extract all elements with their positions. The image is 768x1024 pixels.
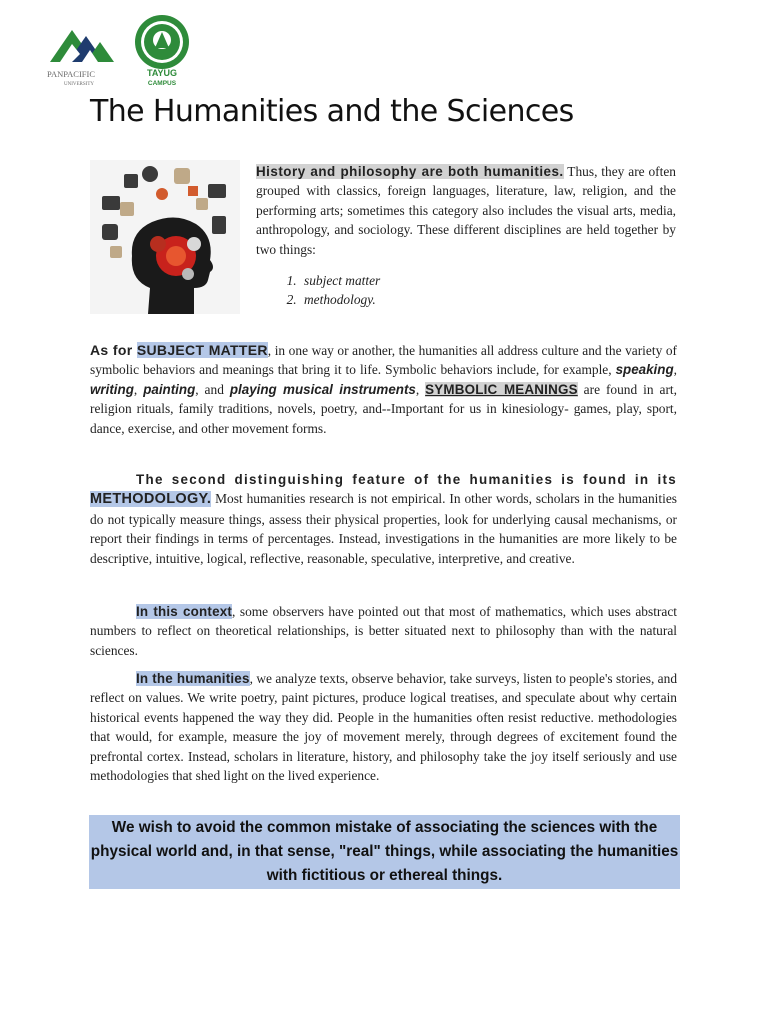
logo-area (46, 14, 206, 90)
intro-lead: History and philosophy are both humanities. (256, 164, 564, 179)
intro-text: Thus, they are often grouped with classics, foreign languages, literature, law, religion, and the performing arts; sometimes this category also includes the visual arts, media, anthropology, and sociology. These different disciplines are held together by two things: (256, 164, 676, 257)
intro-paragraph (256, 162, 676, 259)
logo1-sub: UNIVERSITY (64, 82, 94, 87)
two-things-list (276, 271, 380, 310)
body-text: , some observers have pointed out that most of mathematics, which uses abstract numbers to reflect on theoretical relationships, is better situated next to philosophy than with the natural sciences. (90, 604, 677, 658)
symbolic-meanings-term: SYMBOLIC MEANINGS (425, 381, 578, 397)
body-text: are found in art, religion rituals, family traditions, novels, poetry, and--Important for us in kinesiology- games, play, sport, dance, exercise, and other movement forms. (90, 381, 677, 436)
body-text: , in one way or another, the humanities all address culture and the variety of symbolic behaviors and meanings that bring it to life. Symbolic behaviors include, for example, (90, 343, 677, 378)
methodology-paragraph (90, 470, 677, 568)
methodology-term: METHODOLOGY. (90, 491, 212, 508)
page-title: The Humanities and the Sciences (90, 94, 574, 129)
logo2-sub: CAMPUS (147, 80, 177, 87)
methodology-lead: The second distinguishing feature of the humanities is found in its (136, 472, 677, 487)
logo2-name: TAYUG (146, 68, 178, 78)
highlight-quote-box (89, 815, 680, 889)
tayug-campus-seal (135, 15, 189, 87)
body-text: , we analyze texts, observe behavior, take surveys, listen to people's stories, and reflect on values. We write poetry, paint pictures, produce logical treatises, and speculate about why certain historical events happened the way they did. People in the humanities often resist reductive. methodologies that would, for example, measure the joy of movement merely, through degrees of excitement found the prefrontal cortex. Instead, scholars in literature, history, and philosophy take the joy itself seriously and use methodologies that shed light on the lived experience. (90, 671, 678, 784)
body-text: , and (195, 381, 230, 397)
subject-matter-term: SUBJECT MATTER (136, 342, 268, 358)
quote-text: We wish to avoid the common mistake of associating the sciences with the physical world and, in that sense, "real" things, while associating the humanities with fictitious or ethereal things. (90, 819, 679, 884)
writing-term: writing (90, 381, 134, 397)
head-icons-image (90, 160, 240, 314)
panpacific-logo (47, 30, 114, 87)
as-for-label: As for (90, 342, 137, 358)
university-logos (46, 14, 206, 90)
body-text: Most humanities research is not empirical. In other words, scholars in the humanities do not typically measure things, assess their physical properties, look for underlying causal mechanisms, or report their findings in terms of percentages. Instead, investigations in the humanities are more likely to be descriptive, intuitive, logical, reflective, reasonable, speculative, interpretive, and creative. (90, 491, 677, 566)
body-text: , (415, 381, 426, 397)
speaking-term: speaking (615, 362, 674, 378)
list-item: 2. methodology. (300, 290, 380, 309)
humanities-paragraph (90, 669, 677, 785)
subject-matter-paragraph (90, 341, 677, 438)
painting-term: painting (143, 381, 196, 397)
humanities-lead: In the humanities (136, 671, 250, 686)
logo1-name: PANPACIFIC (47, 69, 96, 79)
context-paragraph (90, 602, 677, 660)
playing-term: playing musical instruments (229, 381, 416, 397)
list-item: 1. subject matter (300, 271, 380, 290)
context-lead: In this context (136, 604, 233, 619)
body-text: , (673, 362, 677, 378)
body-text: , (133, 381, 144, 397)
